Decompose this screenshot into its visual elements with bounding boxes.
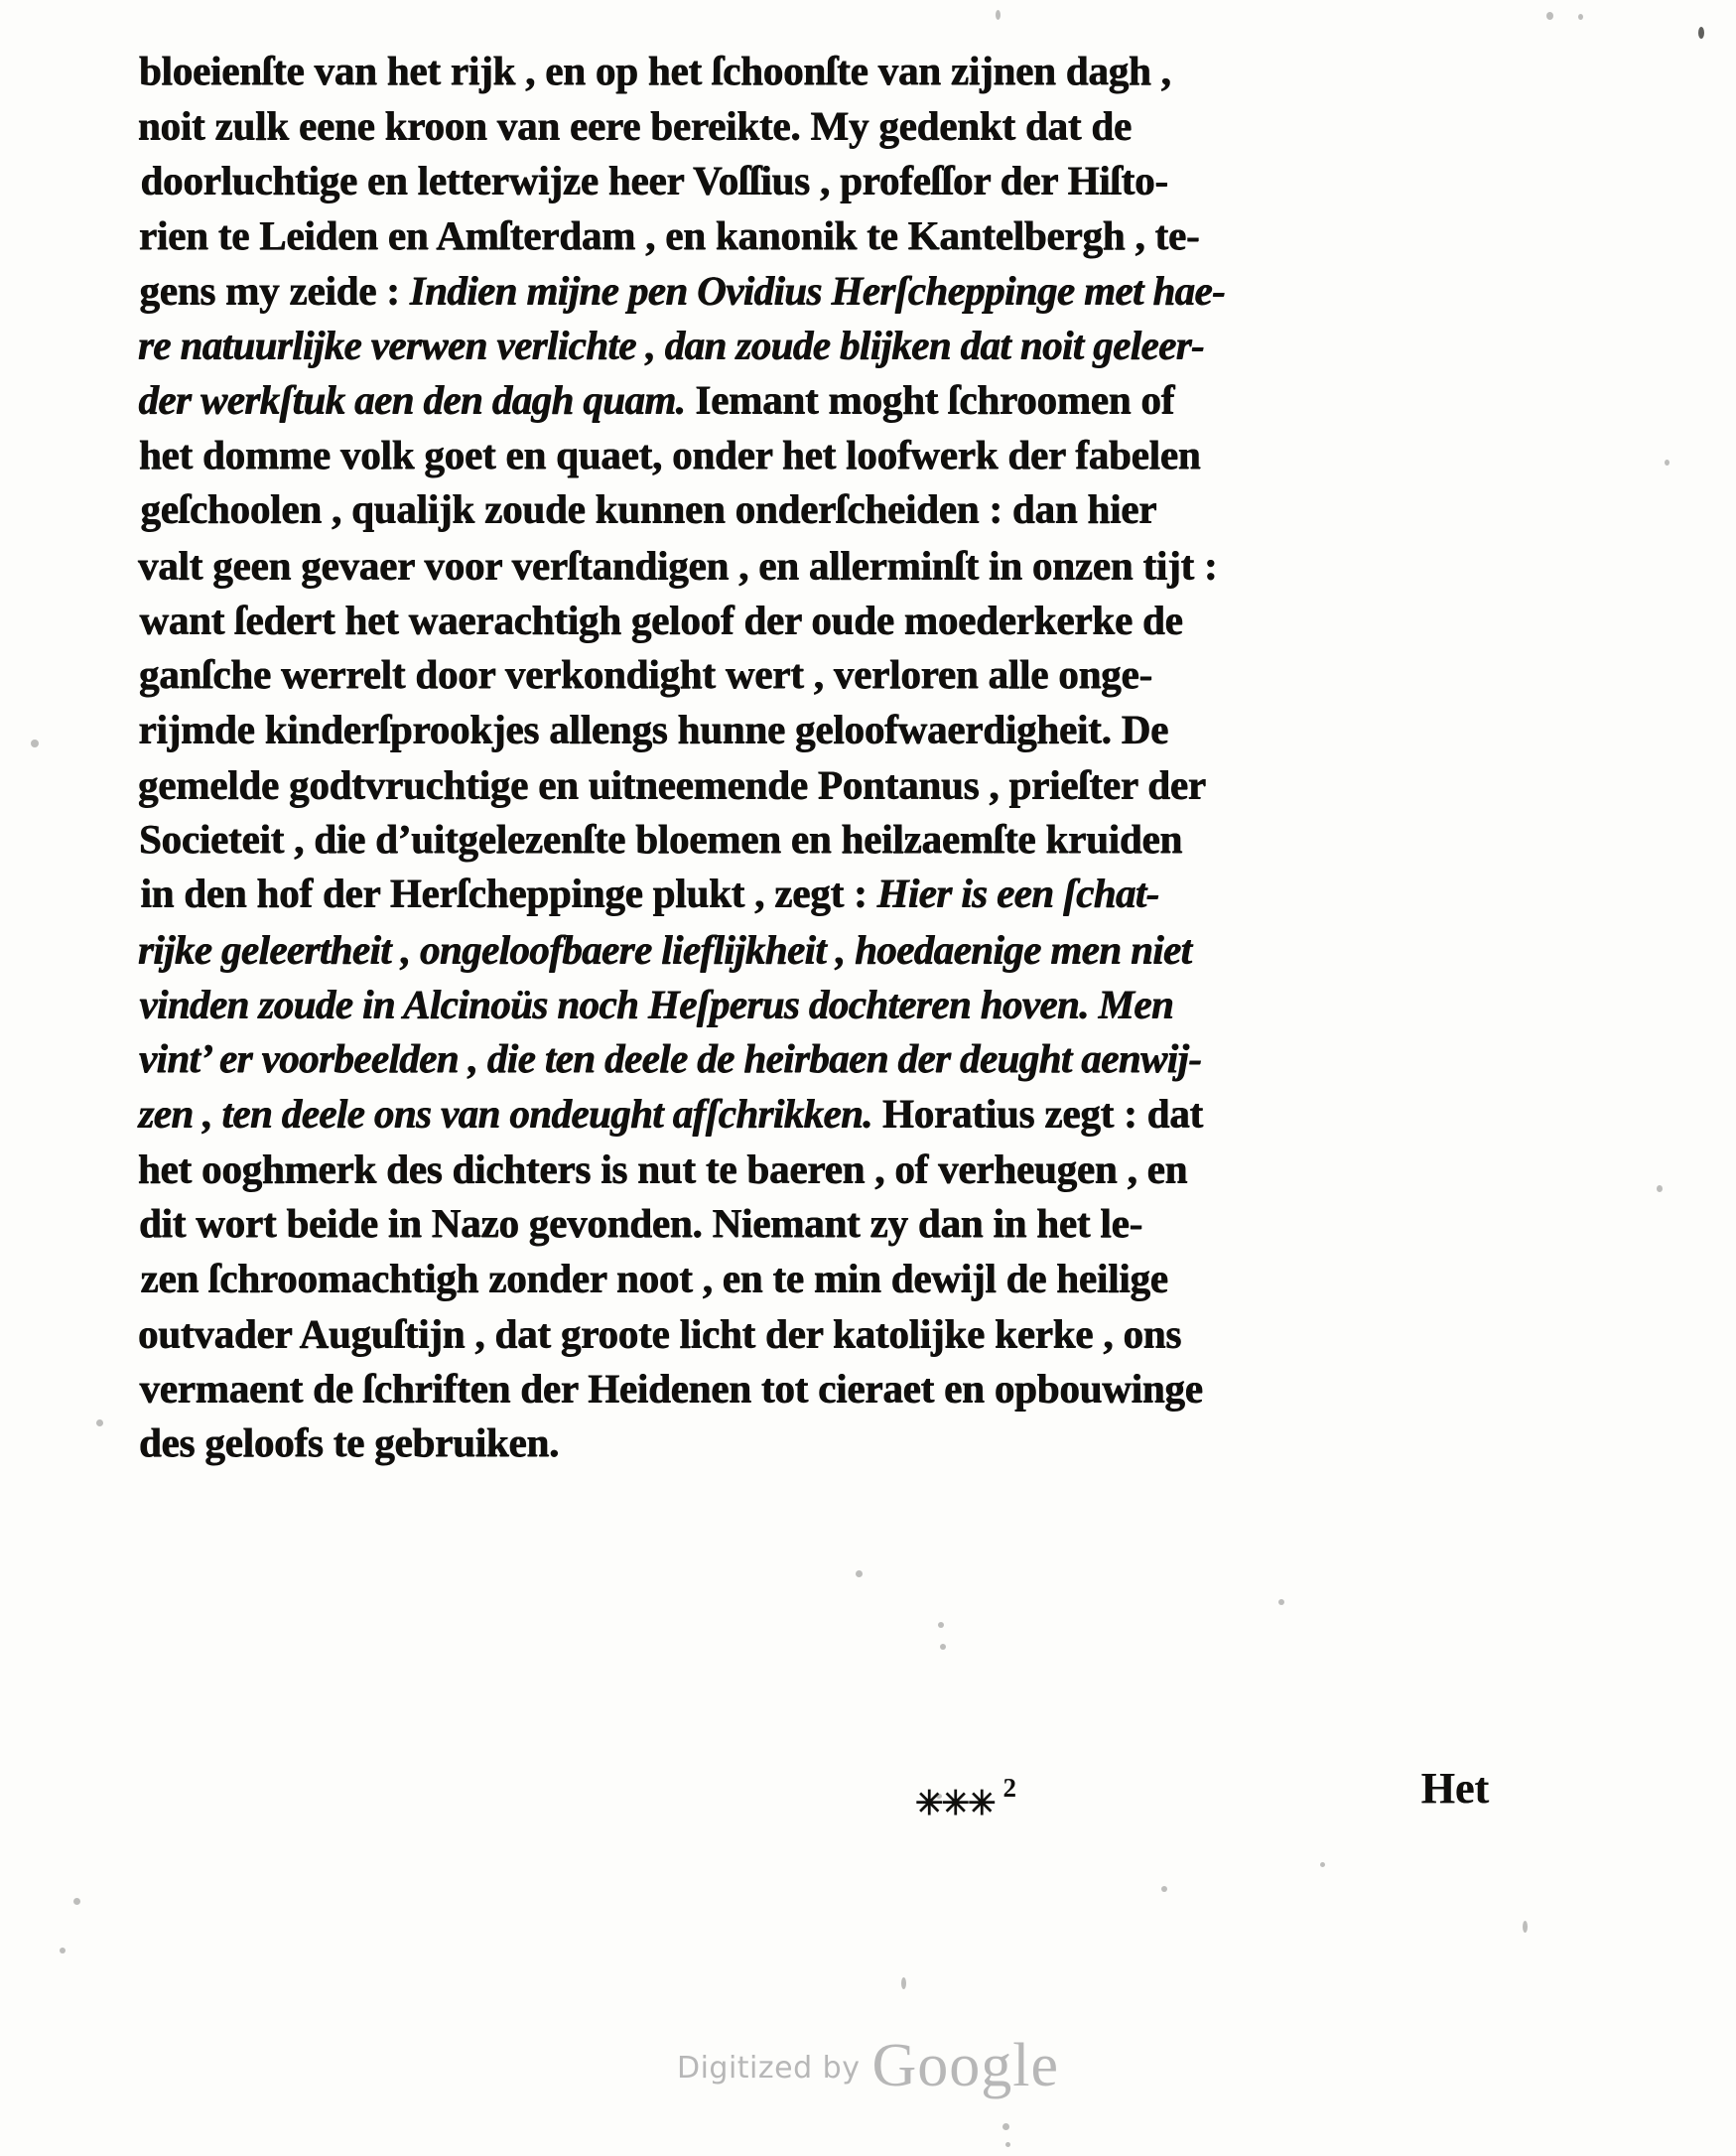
text-segment: des geloofs te gebruiken. (139, 1419, 560, 1466)
text-line (138, 99, 1496, 154)
page-footer (139, 1764, 1497, 1842)
text-segment: noit zulk eene kroon van eere bereikte. My gedenkt dat de (138, 102, 1133, 149)
digitization-watermark (0, 2031, 1736, 2101)
scan-speck (996, 10, 1001, 20)
quotation-segment: re natuurlijke verwen verlichte , dan zoude blijken dat noit geleer- (138, 322, 1205, 368)
text-line (139, 702, 1497, 756)
text-segment: vermaent de ſchriften der Heidenen tot cieraet en opbouwinge (139, 1365, 1203, 1412)
text-segment: bloeienſte van het rijk , en op het ſchoonſte van zijnen dagh , (139, 48, 1171, 93)
scan-speck (856, 1570, 863, 1577)
text-segment: rien te Leiden en Amſterdam , en kanonik te Kantelbergh , te- (139, 211, 1200, 258)
text-line (139, 812, 1497, 867)
text-line (139, 372, 1497, 427)
text-line (139, 1415, 1497, 1470)
scan-speck (1005, 2142, 1010, 2147)
text-line (139, 428, 1497, 482)
text-line (141, 867, 1499, 921)
text-line (138, 319, 1496, 373)
text-line (140, 978, 1498, 1032)
text-line (138, 1142, 1496, 1196)
text-segment: het domme volk goet en quaet, onder het loofwerk der fabelen (139, 432, 1201, 478)
scan-speck (1665, 460, 1669, 466)
text-line (138, 922, 1496, 977)
scan-speck (901, 1977, 906, 1989)
text-line (141, 153, 1499, 207)
scan-speck (1523, 1921, 1528, 1933)
scan-speck (1698, 27, 1704, 39)
text-segment: valt geen gevaer voor verſtandigen , en allerminſt in onzen tijt : (138, 542, 1218, 589)
scan-speck (938, 1622, 944, 1628)
text-segment: doorluchtige en letterwijze heer Voſſius , profeſſor der Hiſto- (140, 157, 1168, 203)
text-segment: dit wort beide in Nazo gevonden. Niemant zy dan in het le- (139, 1200, 1143, 1247)
text-segment: het ooghmerk des dichters is nut te baeren , of verheugen , en (138, 1145, 1188, 1192)
scan-speck (1657, 1185, 1663, 1192)
watermark-prefix: Digitized by (676, 2051, 861, 2086)
text-segment: Horatius zegt : dat (872, 1090, 1204, 1137)
text-line (140, 593, 1498, 647)
scan-speck (60, 1948, 66, 1954)
text-segment: in den hof der Herſcheppinge plukt , zegt : (140, 870, 877, 916)
text-segment: ganſche werrelt door verkondight wert , verloren alle onge- (139, 651, 1152, 698)
scan-speck (1546, 12, 1553, 20)
quotation-segment: vinden zoude in Alcinoüs noch Heſperus dochteren hoven. Men (139, 981, 1174, 1027)
scan-speck (1278, 1599, 1284, 1605)
text-line (138, 1306, 1496, 1361)
watermark-brand: Google (871, 2032, 1060, 2099)
text-line (138, 757, 1496, 812)
text-line (139, 1086, 1497, 1141)
scan-speck (73, 1898, 80, 1905)
scan-speck (1161, 1886, 1167, 1892)
text-line (140, 264, 1498, 319)
scan-speck (96, 1419, 103, 1426)
quotation-segment: Hier is een ſchat- (876, 870, 1159, 916)
text-line (139, 1031, 1497, 1086)
text-line (141, 482, 1499, 537)
body-text-block (139, 44, 1497, 1471)
quotation-segment: Indien mijne pen Ovidius Herſcheppinge met hae- (409, 267, 1226, 314)
text-line (138, 538, 1496, 593)
asterisk-ornament: ✳✳✳ (915, 1786, 995, 1822)
text-segment: rijmde kinderſprookjes allengs hunne geloofwaerdigheit. De (138, 706, 1169, 752)
signature-mark (915, 1773, 1015, 1823)
quotation-segment: rijke geleertheit , ongeloofbaere lieflijkheit , hoedaenige men niet (138, 926, 1192, 973)
text-segment: zen ſchroomachtigh zonder noot , en te min dewijl de heilige (140, 1255, 1168, 1301)
text-line (139, 208, 1497, 263)
text-segment: geſchoolen , qualijk zoude kunnen onderſcheiden : dan hier (140, 485, 1157, 532)
text-line (139, 44, 1497, 98)
signature-number: 2 (1002, 1773, 1015, 1803)
quotation-segment: der werkſtuk aen den dagh quam. (138, 376, 686, 423)
catchword: Het (1420, 1764, 1489, 1813)
quotation-segment: vint’ er voorbeelden , die ten deele de heirbaen der deught aenwij- (139, 1035, 1202, 1082)
scan-speck (1002, 2123, 1009, 2130)
scan-speck (31, 740, 39, 747)
text-line (139, 1196, 1497, 1251)
quotation-segment: zen , ten deele ons van ondeught afſchrikken. (138, 1090, 872, 1137)
text-segment: gemelde godtvruchtige en uitneemende Pontanus , prieſter der (138, 761, 1206, 808)
text-segment: outvader Auguſtijn , dat groote licht der katolijke kerke , ons (138, 1310, 1182, 1357)
text-segment: Societeit , die d’uitgelezenſte bloemen en heilzaemſte kruiden (139, 816, 1183, 863)
scan-speck (1320, 1862, 1325, 1867)
text-segment: gens my zeide : (139, 267, 410, 314)
text-segment: want ſedert het waerachtigh geloof der oude moederkerke de (139, 597, 1183, 643)
text-line (141, 1251, 1499, 1305)
text-segment: Iemant moght ſchroomen of (685, 376, 1175, 423)
scan-speck (940, 1644, 946, 1650)
text-line (139, 647, 1497, 702)
text-line (140, 1362, 1498, 1416)
scan-speck (1578, 14, 1583, 20)
